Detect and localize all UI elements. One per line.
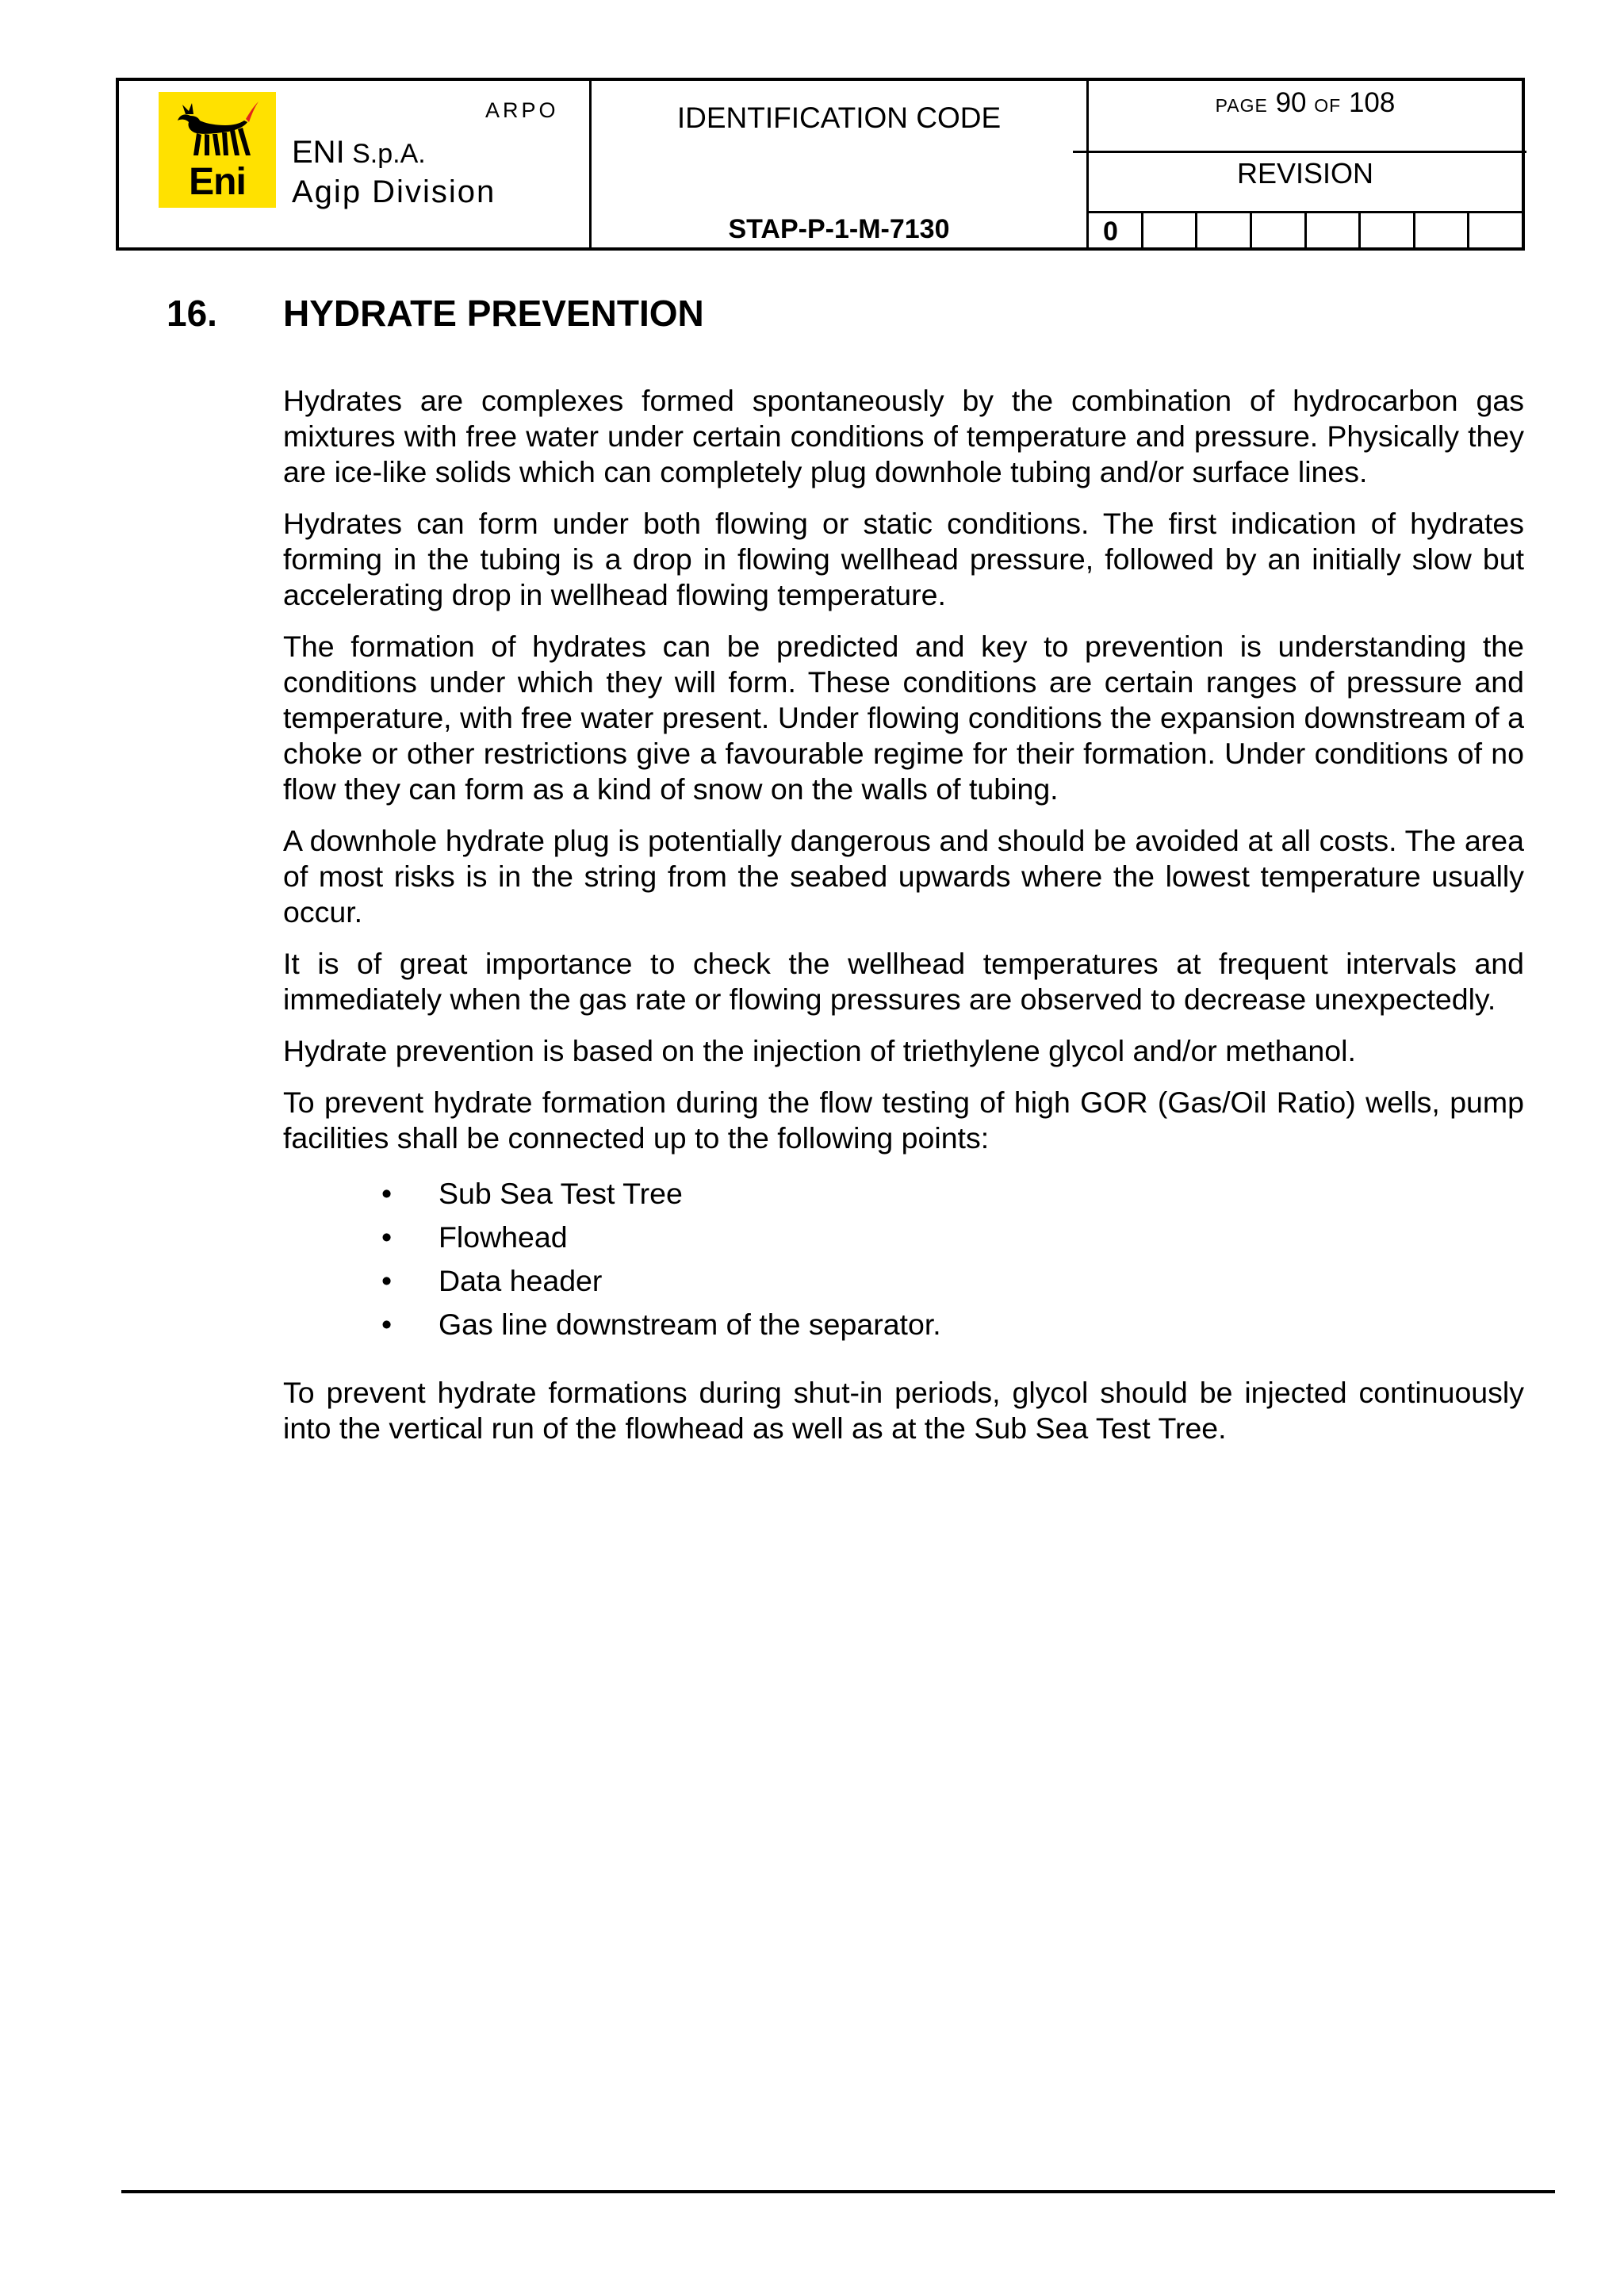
list-item <box>283 1259 1524 1303</box>
revision-cell: 0 <box>1089 213 1143 247</box>
bullet-icon: • <box>381 1177 393 1210</box>
company-cell <box>119 81 592 247</box>
paragraph: Hydrate prevention is based on the injection of triethylene glycol and/or methanol. <box>283 1034 1356 1067</box>
revision-label: REVISION <box>1236 157 1374 190</box>
revision-cell <box>1252 213 1307 247</box>
section-number: 16. <box>167 293 217 334</box>
company-name <box>292 135 426 171</box>
connection-points-list <box>283 1172 1524 1346</box>
page-number: 90 <box>1275 87 1307 118</box>
list-item <box>283 1216 1524 1259</box>
six-legged-dog-icon <box>173 98 260 159</box>
list-item <box>283 1303 1524 1346</box>
document-body <box>283 383 1524 1462</box>
revision-row <box>1089 211 1522 247</box>
closing-paragraph: To prevent hydrate formations during shut-in periods, glycol should be injected continuously into the vertical run of the flowhead as well as at the Sub Sea Test Tree. <box>283 1376 1524 1445</box>
paragraph: To prevent hydrate formation during the flow testing of high GOR (Gas/Oil Ratio) wells, pump facilities shall be connected up to the following points: <box>283 1086 1524 1155</box>
page-divider <box>1073 151 1526 153</box>
paragraph: A downhole hydrate plug is potentially dangerous and should be avoided at all costs. The area of most risks is in the string from the seabed upwards where the lowest temperature usually occur. <box>283 824 1524 929</box>
division-name: Agip Division <box>292 174 496 209</box>
list-item <box>283 1172 1524 1216</box>
identification-code-label: IDENTIFICATION CODE <box>676 101 1002 134</box>
company-main: ENI <box>292 135 345 170</box>
revision-cell <box>1361 213 1415 247</box>
logo-wordmark: Eni <box>189 161 246 203</box>
bullet-icon: • <box>381 1264 393 1297</box>
page-indicator <box>1089 87 1522 119</box>
revision-cell <box>1143 213 1198 247</box>
list-item-text: Flowhead <box>439 1220 568 1254</box>
paragraph: The formation of hydrates can be predicted and key to prevention is understanding the conditions under which they will form. These conditions are certain ranges of pressure and temperature, with free water present. Under flowing conditions the expansion downstream of a choke or other restrictions give a favourable regime for their formation. Under conditions of no flow they can form as a kind of snow on the walls of tubing. <box>283 630 1524 806</box>
revision-cell <box>1307 213 1362 247</box>
arpo-label: ARPO <box>485 98 559 122</box>
page-revision-cell <box>1089 81 1522 247</box>
eni-logo <box>159 92 276 208</box>
footer-rule <box>121 2190 1555 2193</box>
paragraph: Hydrates are complexes formed spontaneously by the combination of hydrocarbon gas mixtures with free water under certain conditions of temperature and pressure. Physically they are ice-like solids which can completely plug downhole tubing and/or surface lines. <box>283 384 1524 488</box>
list-item-text: Sub Sea Test Tree <box>439 1177 683 1210</box>
revision-cell <box>1469 213 1522 247</box>
document-header <box>116 78 1525 251</box>
revision-cell <box>1197 213 1252 247</box>
identification-code: STAP-P-1-M-7130 <box>728 214 950 244</box>
identification-cell <box>592 81 1089 247</box>
list-item-text: Data header <box>439 1264 603 1297</box>
revision-cell <box>1415 213 1470 247</box>
list-item-text: Gas line downstream of the separator. <box>439 1308 941 1341</box>
bullet-icon: • <box>381 1220 393 1254</box>
paragraph: Hydrates can form under both flowing or static conditions. The first indication of hydrates forming in the tubing is a drop in flowing wellhead pressure, followed by an initially slow but accelerating drop in wellhead flowing temperature. <box>283 507 1524 611</box>
page-total: 108 <box>1348 87 1396 118</box>
of-word: OF <box>1314 95 1342 116</box>
company-suffix: S.p.A. <box>344 139 426 169</box>
paragraph: It is of great importance to check the wellhead temperatures at frequent intervals and immediately when the gas rate or flowing pressures are observed to decrease unexpectedly. <box>283 947 1524 1016</box>
section-title: HYDRATE PREVENTION <box>283 293 704 334</box>
page-word: PAGE <box>1215 95 1268 116</box>
bullet-icon: • <box>381 1308 393 1341</box>
